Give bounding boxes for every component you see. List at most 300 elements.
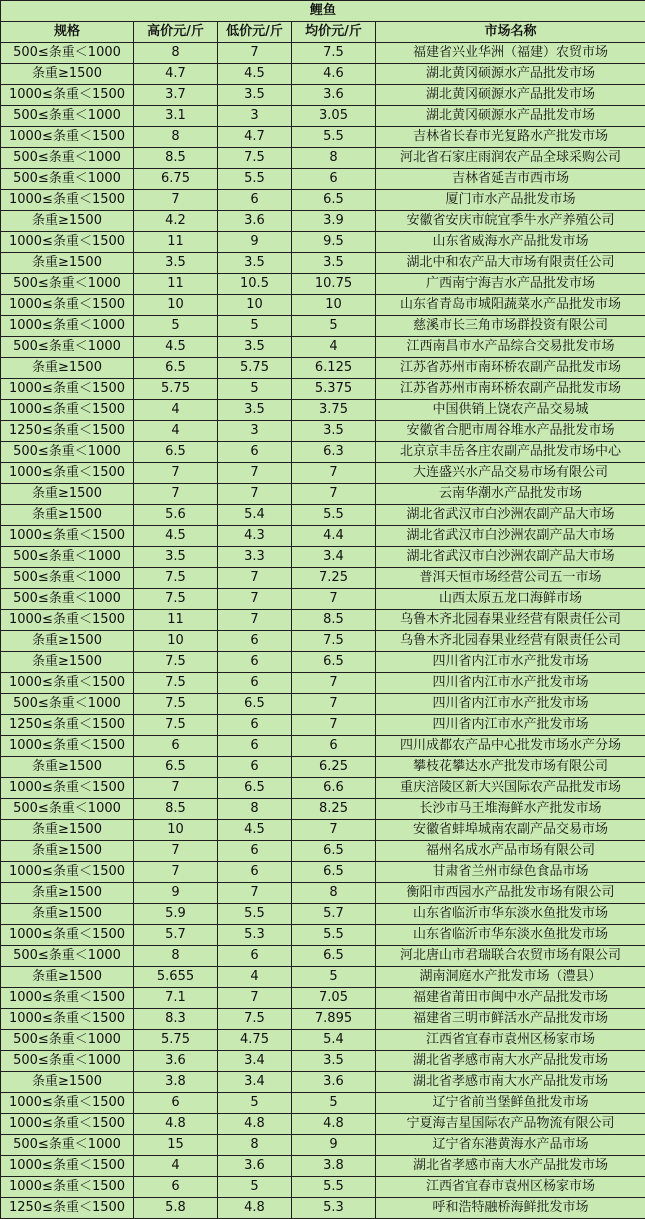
low-price-cell: 5 bbox=[218, 316, 292, 337]
low-price-cell: 4.75 bbox=[218, 1030, 292, 1051]
low-price-cell: 3.3 bbox=[218, 547, 292, 568]
market-name-cell: 呼和浩特融桥海鲜批发市场 bbox=[376, 1198, 645, 1219]
spec-cell: 条重≥1500 bbox=[1, 757, 134, 778]
high-price-cell: 6.75 bbox=[134, 169, 218, 190]
table-row bbox=[1, 148, 645, 169]
table-row bbox=[1, 631, 645, 652]
low-price-cell: 6 bbox=[218, 673, 292, 694]
avg-price-cell: 3.9 bbox=[292, 211, 376, 232]
high-price-cell: 6.5 bbox=[134, 442, 218, 463]
table-row bbox=[1, 1114, 645, 1135]
high-price-cell: 10 bbox=[134, 631, 218, 652]
spec-cell: 1000≤条重＜1500 bbox=[1, 673, 134, 694]
market-name-cell: 安徽省合肥市周谷堆水产品批发市场 bbox=[376, 421, 645, 442]
market-name-cell: 宁夏海吉星国际农产品物流有限公司 bbox=[376, 1114, 645, 1135]
spec-cell: 500≤条重＜1000 bbox=[1, 1135, 134, 1156]
market-name-cell: 普洱天恒市场经营公司五一市场 bbox=[376, 568, 645, 589]
low-price-cell: 6 bbox=[218, 631, 292, 652]
table-row bbox=[1, 1093, 645, 1114]
high-price-cell: 3.5 bbox=[134, 547, 218, 568]
spec-cell: 条重≥1500 bbox=[1, 631, 134, 652]
spec-cell: 500≤条重＜1000 bbox=[1, 43, 134, 64]
low-price-cell: 4.3 bbox=[218, 526, 292, 547]
spec-cell: 1000≤条重＜1500 bbox=[1, 862, 134, 883]
low-price-cell: 3 bbox=[218, 106, 292, 127]
spec-cell: 1000≤条重＜1500 bbox=[1, 1114, 134, 1135]
avg-price-cell: 7.25 bbox=[292, 568, 376, 589]
high-price-cell: 4 bbox=[134, 1156, 218, 1177]
market-name-cell: 福建省莆田市闽中水产品批发市场 bbox=[376, 988, 645, 1009]
avg-price-cell: 5.4 bbox=[292, 1030, 376, 1051]
table-row bbox=[1, 1177, 645, 1198]
low-price-cell: 5 bbox=[218, 379, 292, 400]
spec-cell: 1000≤条重＜1500 bbox=[1, 1093, 134, 1114]
spec-cell: 500≤条重＜1000 bbox=[1, 1051, 134, 1072]
avg-price-cell: 8 bbox=[292, 883, 376, 904]
spec-cell: 500≤条重＜1000 bbox=[1, 106, 134, 127]
low-price-cell: 6 bbox=[218, 862, 292, 883]
table-row bbox=[1, 337, 645, 358]
market-name-cell: 湖北省武汉市白沙洲农副产品大市场 bbox=[376, 526, 645, 547]
spec-cell: 500≤条重＜1000 bbox=[1, 946, 134, 967]
spec-cell: 1000≤条重＜1500 bbox=[1, 1156, 134, 1177]
market-name-cell: 湖北省孝感市南大水产品批发市场 bbox=[376, 1156, 645, 1177]
spec-cell: 1000≤条重＜1500 bbox=[1, 778, 134, 799]
high-price-cell: 4.5 bbox=[134, 337, 218, 358]
market-name-cell: 大连盛兴水产品交易市场有限公司 bbox=[376, 463, 645, 484]
spec-cell: 500≤条重＜1000 bbox=[1, 694, 134, 715]
low-price-cell: 6.5 bbox=[218, 694, 292, 715]
avg-price-cell: 3.05 bbox=[292, 106, 376, 127]
market-name-cell: 辽宁省前当堡鲜鱼批发市场 bbox=[376, 1093, 645, 1114]
spec-cell: 条重≥1500 bbox=[1, 883, 134, 904]
low-price-cell: 7 bbox=[218, 463, 292, 484]
high-price-cell: 5 bbox=[134, 316, 218, 337]
avg-price-cell: 7 bbox=[292, 715, 376, 736]
market-name-cell: 乌鲁木齐北园春果业经营有限责任公司 bbox=[376, 610, 645, 631]
avg-price-cell: 3.8 bbox=[292, 1156, 376, 1177]
low-price-cell: 4.5 bbox=[218, 820, 292, 841]
avg-price-cell: 7.895 bbox=[292, 1009, 376, 1030]
table-row bbox=[1, 967, 645, 988]
header-spec: 规格 bbox=[1, 22, 134, 43]
avg-price-cell: 4.6 bbox=[292, 64, 376, 85]
high-price-cell: 7.5 bbox=[134, 715, 218, 736]
spec-cell: 1000≤条重＜1500 bbox=[1, 379, 134, 400]
low-price-cell: 7 bbox=[218, 610, 292, 631]
avg-price-cell: 5.3 bbox=[292, 1198, 376, 1219]
high-price-cell: 5.8 bbox=[134, 1198, 218, 1219]
high-price-cell: 9 bbox=[134, 883, 218, 904]
high-price-cell: 5.75 bbox=[134, 1030, 218, 1051]
table-row bbox=[1, 274, 645, 295]
high-price-cell: 3.7 bbox=[134, 85, 218, 106]
spec-cell: 条重≥1500 bbox=[1, 211, 134, 232]
avg-price-cell: 3.6 bbox=[292, 1072, 376, 1093]
high-price-cell: 4.8 bbox=[134, 1114, 218, 1135]
avg-price-cell: 5.5 bbox=[292, 925, 376, 946]
high-price-cell: 5.6 bbox=[134, 505, 218, 526]
market-name-cell: 江西南昌市水产品综合交易批发市场 bbox=[376, 337, 645, 358]
table-row bbox=[1, 421, 645, 442]
high-price-cell: 11 bbox=[134, 274, 218, 295]
low-price-cell: 3.4 bbox=[218, 1072, 292, 1093]
table-row bbox=[1, 610, 645, 631]
spec-cell: 1000≤条重＜1500 bbox=[1, 988, 134, 1009]
table-row bbox=[1, 1030, 645, 1051]
avg-price-cell: 7 bbox=[292, 694, 376, 715]
low-price-cell: 8 bbox=[218, 799, 292, 820]
avg-price-cell: 7 bbox=[292, 673, 376, 694]
low-price-cell: 10 bbox=[218, 295, 292, 316]
market-name-cell: 江西省宜春市袁州区杨家市场 bbox=[376, 1177, 645, 1198]
table-row bbox=[1, 400, 645, 421]
high-price-cell: 7 bbox=[134, 484, 218, 505]
table-row bbox=[1, 904, 645, 925]
market-name-cell: 江苏省苏州市南环桥农副产品批发市场 bbox=[376, 379, 645, 400]
spec-cell: 1000≤条重＜1000 bbox=[1, 316, 134, 337]
table-row bbox=[1, 1135, 645, 1156]
spec-cell: 条重≥1500 bbox=[1, 820, 134, 841]
table-row bbox=[1, 736, 645, 757]
table-row bbox=[1, 232, 645, 253]
high-price-cell: 7 bbox=[134, 190, 218, 211]
market-name-cell: 中国供销上饶农产品交易城 bbox=[376, 400, 645, 421]
spec-cell: 500≤条重＜1000 bbox=[1, 1030, 134, 1051]
table-row bbox=[1, 799, 645, 820]
market-name-cell: 湖北黄冈硕源水产品批发市场 bbox=[376, 106, 645, 127]
table-row bbox=[1, 988, 645, 1009]
high-price-cell: 8 bbox=[134, 127, 218, 148]
table-row bbox=[1, 1198, 645, 1219]
avg-price-cell: 5 bbox=[292, 967, 376, 988]
table-row bbox=[1, 715, 645, 736]
high-price-cell: 8.5 bbox=[134, 799, 218, 820]
market-name-cell: 福建省兴业华洲（福建）农贸市场 bbox=[376, 43, 645, 64]
avg-price-cell: 5 bbox=[292, 316, 376, 337]
low-price-cell: 9 bbox=[218, 232, 292, 253]
table-row bbox=[1, 946, 645, 967]
low-price-cell: 6 bbox=[218, 442, 292, 463]
low-price-cell: 6 bbox=[218, 190, 292, 211]
market-name-cell: 攀枝花攀达水产批发市场有限公司 bbox=[376, 757, 645, 778]
avg-price-cell: 8 bbox=[292, 148, 376, 169]
avg-price-cell: 6.3 bbox=[292, 442, 376, 463]
market-name-cell: 四川省内江市水产批发市场 bbox=[376, 694, 645, 715]
spec-cell: 条重≥1500 bbox=[1, 967, 134, 988]
low-price-cell: 4 bbox=[218, 967, 292, 988]
low-price-cell: 7 bbox=[218, 988, 292, 1009]
table-row bbox=[1, 64, 645, 85]
table-row bbox=[1, 169, 645, 190]
avg-price-cell: 6.5 bbox=[292, 652, 376, 673]
avg-price-cell: 9.5 bbox=[292, 232, 376, 253]
avg-price-cell: 5.5 bbox=[292, 505, 376, 526]
high-price-cell: 11 bbox=[134, 232, 218, 253]
market-name-cell: 辽宁省东港黄海水产品市场 bbox=[376, 1135, 645, 1156]
spec-cell: 500≤条重＜1000 bbox=[1, 442, 134, 463]
high-price-cell: 7.5 bbox=[134, 568, 218, 589]
market-name-cell: 云南华潮水产品批发市场 bbox=[376, 484, 645, 505]
spec-cell: 条重≥1500 bbox=[1, 841, 134, 862]
market-name-cell: 四川省内江市水产批发市场 bbox=[376, 652, 645, 673]
low-price-cell: 8 bbox=[218, 1135, 292, 1156]
table-row bbox=[1, 442, 645, 463]
spec-cell: 条重≥1500 bbox=[1, 1072, 134, 1093]
high-price-cell: 4 bbox=[134, 400, 218, 421]
market-name-cell: 北京京丰岳各庄农副产品批发市场中心 bbox=[376, 442, 645, 463]
low-price-cell: 4.8 bbox=[218, 1198, 292, 1219]
avg-price-cell: 7.5 bbox=[292, 43, 376, 64]
avg-price-cell: 7 bbox=[292, 820, 376, 841]
low-price-cell: 4.7 bbox=[218, 127, 292, 148]
low-price-cell: 6.5 bbox=[218, 778, 292, 799]
low-price-cell: 3.4 bbox=[218, 1051, 292, 1072]
spec-cell: 1000≤条重＜1500 bbox=[1, 127, 134, 148]
spec-cell: 1250≤条重＜1500 bbox=[1, 421, 134, 442]
high-price-cell: 15 bbox=[134, 1135, 218, 1156]
high-price-cell: 5.9 bbox=[134, 904, 218, 925]
spec-cell: 1000≤条重＜1500 bbox=[1, 526, 134, 547]
market-name-cell: 湖北黄冈硕源水产品批发市场 bbox=[376, 85, 645, 106]
avg-price-cell: 6 bbox=[292, 169, 376, 190]
spec-cell: 条重≥1500 bbox=[1, 652, 134, 673]
high-price-cell: 7.5 bbox=[134, 652, 218, 673]
table-row bbox=[1, 85, 645, 106]
high-price-cell: 10 bbox=[134, 295, 218, 316]
low-price-cell: 7 bbox=[218, 589, 292, 610]
spec-cell: 1000≤条重＜1500 bbox=[1, 85, 134, 106]
low-price-cell: 7.5 bbox=[218, 148, 292, 169]
avg-price-cell: 7.05 bbox=[292, 988, 376, 1009]
spec-cell: 条重≥1500 bbox=[1, 484, 134, 505]
market-name-cell: 湖北省孝感市南大水产品批发市场 bbox=[376, 1072, 645, 1093]
high-price-cell: 7 bbox=[134, 841, 218, 862]
avg-price-cell: 7.5 bbox=[292, 631, 376, 652]
low-price-cell: 6 bbox=[218, 715, 292, 736]
high-price-cell: 5.655 bbox=[134, 967, 218, 988]
table-row bbox=[1, 589, 645, 610]
table-row bbox=[1, 757, 645, 778]
market-name-cell: 山东省威海水产品批发市场 bbox=[376, 232, 645, 253]
table-row bbox=[1, 526, 645, 547]
low-price-cell: 7.5 bbox=[218, 1009, 292, 1030]
market-name-cell: 湖南洞庭水产批发市场（澧县） bbox=[376, 967, 645, 988]
high-price-cell: 7.5 bbox=[134, 589, 218, 610]
high-price-cell: 6.5 bbox=[134, 358, 218, 379]
low-price-cell: 3.5 bbox=[218, 400, 292, 421]
table-row bbox=[1, 358, 645, 379]
market-name-cell: 吉林省长春市光复路水产批发市场 bbox=[376, 127, 645, 148]
spec-cell: 1000≤条重＜1500 bbox=[1, 190, 134, 211]
avg-price-cell: 6.5 bbox=[292, 841, 376, 862]
market-name-cell: 衡阳市西园水产品批发市场有限公司 bbox=[376, 883, 645, 904]
avg-price-cell: 3.5 bbox=[292, 253, 376, 274]
market-name-cell: 厦门市水产品批发市场 bbox=[376, 190, 645, 211]
spec-cell: 1000≤条重＜1500 bbox=[1, 610, 134, 631]
high-price-cell: 8.5 bbox=[134, 148, 218, 169]
market-name-cell: 长沙市马王堆海鲜水产批发市场 bbox=[376, 799, 645, 820]
high-price-cell: 11 bbox=[134, 610, 218, 631]
table-row bbox=[1, 778, 645, 799]
spec-cell: 条重≥1500 bbox=[1, 904, 134, 925]
header-row bbox=[1, 22, 645, 43]
avg-price-cell: 3.5 bbox=[292, 1051, 376, 1072]
spec-cell: 1000≤条重＜1500 bbox=[1, 1177, 134, 1198]
spec-cell: 500≤条重＜1000 bbox=[1, 274, 134, 295]
high-price-cell: 7.1 bbox=[134, 988, 218, 1009]
table-row bbox=[1, 127, 645, 148]
avg-price-cell: 6.5 bbox=[292, 190, 376, 211]
low-price-cell: 7 bbox=[218, 883, 292, 904]
table-row bbox=[1, 190, 645, 211]
market-name-cell: 福建省三明市鲜活水产品批发市场 bbox=[376, 1009, 645, 1030]
low-price-cell: 5 bbox=[218, 1093, 292, 1114]
market-name-cell: 安徽省蚌埠城南农副产品交易市场 bbox=[376, 820, 645, 841]
avg-price-cell: 5.7 bbox=[292, 904, 376, 925]
market-name-cell: 湖北省武汉市白沙洲农副产品大市场 bbox=[376, 547, 645, 568]
spec-cell: 1000≤条重＜1500 bbox=[1, 295, 134, 316]
low-price-cell: 5.5 bbox=[218, 169, 292, 190]
spec-cell: 1000≤条重＜1500 bbox=[1, 463, 134, 484]
market-name-cell: 山东省临沂市华东淡水鱼批发市场 bbox=[376, 904, 645, 925]
low-price-cell: 7 bbox=[218, 568, 292, 589]
high-price-cell: 3.5 bbox=[134, 253, 218, 274]
avg-price-cell: 6.5 bbox=[292, 946, 376, 967]
market-name-cell: 广西南宁海吉水产品批发市场 bbox=[376, 274, 645, 295]
table-row bbox=[1, 841, 645, 862]
table-row bbox=[1, 295, 645, 316]
avg-price-cell: 5 bbox=[292, 1093, 376, 1114]
table-row bbox=[1, 820, 645, 841]
low-price-cell: 3 bbox=[218, 421, 292, 442]
market-name-cell: 乌鲁木齐北园春果业经营有限责任公司 bbox=[376, 631, 645, 652]
avg-price-cell: 4.4 bbox=[292, 526, 376, 547]
table-row bbox=[1, 547, 645, 568]
table-row bbox=[1, 484, 645, 505]
spec-cell: 500≤条重＜1000 bbox=[1, 337, 134, 358]
spec-cell: 500≤条重＜1000 bbox=[1, 148, 134, 169]
low-price-cell: 5.4 bbox=[218, 505, 292, 526]
spec-cell: 条重≥1500 bbox=[1, 505, 134, 526]
low-price-cell: 6 bbox=[218, 946, 292, 967]
table-row bbox=[1, 463, 645, 484]
spec-cell: 1000≤条重＜1500 bbox=[1, 925, 134, 946]
table-row bbox=[1, 694, 645, 715]
low-price-cell: 6 bbox=[218, 841, 292, 862]
avg-price-cell: 8.5 bbox=[292, 610, 376, 631]
low-price-cell: 3.6 bbox=[218, 1156, 292, 1177]
market-name-cell: 湖北黄冈硕源水产品批发市场 bbox=[376, 64, 645, 85]
market-name-cell: 山东省临沂市华东淡水鱼批发市场 bbox=[376, 925, 645, 946]
high-price-cell: 5.7 bbox=[134, 925, 218, 946]
spec-cell: 1000≤条重＜1500 bbox=[1, 232, 134, 253]
high-price-cell: 8 bbox=[134, 43, 218, 64]
table-row bbox=[1, 862, 645, 883]
market-name-cell: 福州名成水产品市场有限公司 bbox=[376, 841, 645, 862]
market-name-cell: 安徽省安庆市皖宜季牛水产养殖公司 bbox=[376, 211, 645, 232]
high-price-cell: 6 bbox=[134, 736, 218, 757]
avg-price-cell: 8.25 bbox=[292, 799, 376, 820]
avg-price-cell: 4.8 bbox=[292, 1114, 376, 1135]
spec-cell: 条重≥1500 bbox=[1, 253, 134, 274]
table-row bbox=[1, 883, 645, 904]
low-price-cell: 5 bbox=[218, 1177, 292, 1198]
low-price-cell: 5.5 bbox=[218, 904, 292, 925]
avg-price-cell: 3.6 bbox=[292, 85, 376, 106]
header-high-price: 高价元/斤 bbox=[134, 22, 218, 43]
market-name-cell: 山东省青岛市城阳蔬菜水产品批发市场 bbox=[376, 295, 645, 316]
low-price-cell: 6 bbox=[218, 652, 292, 673]
spec-cell: 500≤条重＜1000 bbox=[1, 799, 134, 820]
low-price-cell: 6 bbox=[218, 736, 292, 757]
table-row bbox=[1, 253, 645, 274]
market-name-cell: 重庆涪陵区新大兴国际农产品批发市场 bbox=[376, 778, 645, 799]
title-row bbox=[1, 1, 645, 22]
market-name-cell: 四川省内江市水产批发市场 bbox=[376, 715, 645, 736]
spec-cell: 1000≤条重＜1500 bbox=[1, 736, 134, 757]
high-price-cell: 3.8 bbox=[134, 1072, 218, 1093]
spec-cell: 条重≥1500 bbox=[1, 64, 134, 85]
avg-price-cell: 9 bbox=[292, 1135, 376, 1156]
table-row bbox=[1, 316, 645, 337]
table-row bbox=[1, 1072, 645, 1093]
high-price-cell: 7 bbox=[134, 778, 218, 799]
table-row bbox=[1, 925, 645, 946]
table-row bbox=[1, 652, 645, 673]
market-name-cell: 江西省宜春市袁州区杨家市场 bbox=[376, 1030, 645, 1051]
avg-price-cell: 5.375 bbox=[292, 379, 376, 400]
high-price-cell: 7 bbox=[134, 862, 218, 883]
header-low-price: 低价元/斤 bbox=[218, 22, 292, 43]
table-title: 鲤鱼 bbox=[1, 1, 645, 22]
spec-cell: 条重≥1500 bbox=[1, 358, 134, 379]
low-price-cell: 3.5 bbox=[218, 253, 292, 274]
market-name-cell: 四川成都农产品中心批发市场水产分场 bbox=[376, 736, 645, 757]
low-price-cell: 5.75 bbox=[218, 358, 292, 379]
low-price-cell: 3.6 bbox=[218, 211, 292, 232]
spec-cell: 500≤条重＜1000 bbox=[1, 568, 134, 589]
table-row bbox=[1, 211, 645, 232]
avg-price-cell: 6 bbox=[292, 736, 376, 757]
low-price-cell: 4.5 bbox=[218, 64, 292, 85]
avg-price-cell: 10 bbox=[292, 295, 376, 316]
avg-price-cell: 10.75 bbox=[292, 274, 376, 295]
avg-price-cell: 6.125 bbox=[292, 358, 376, 379]
table-row bbox=[1, 379, 645, 400]
market-name-cell: 湖北省武汉市白沙洲农副产品大市场 bbox=[376, 505, 645, 526]
table-row bbox=[1, 568, 645, 589]
low-price-cell: 3.5 bbox=[218, 85, 292, 106]
spec-cell: 1250≤条重＜1500 bbox=[1, 1198, 134, 1219]
avg-price-cell: 6.5 bbox=[292, 862, 376, 883]
header-market-name: 市场名称 bbox=[376, 22, 645, 43]
avg-price-cell: 3.4 bbox=[292, 547, 376, 568]
high-price-cell: 8.3 bbox=[134, 1009, 218, 1030]
spec-cell: 500≤条重＜1000 bbox=[1, 589, 134, 610]
market-name-cell: 四川省内江市水产批发市场 bbox=[376, 673, 645, 694]
spec-cell: 500≤条重＜1000 bbox=[1, 169, 134, 190]
high-price-cell: 6 bbox=[134, 1177, 218, 1198]
avg-price-cell: 7 bbox=[292, 589, 376, 610]
table-row bbox=[1, 1009, 645, 1030]
high-price-cell: 8 bbox=[134, 946, 218, 967]
avg-price-cell: 5.5 bbox=[292, 127, 376, 148]
spec-cell: 1000≤条重＜1500 bbox=[1, 400, 134, 421]
high-price-cell: 6 bbox=[134, 1093, 218, 1114]
avg-price-cell: 3.5 bbox=[292, 421, 376, 442]
high-price-cell: 4.5 bbox=[134, 526, 218, 547]
